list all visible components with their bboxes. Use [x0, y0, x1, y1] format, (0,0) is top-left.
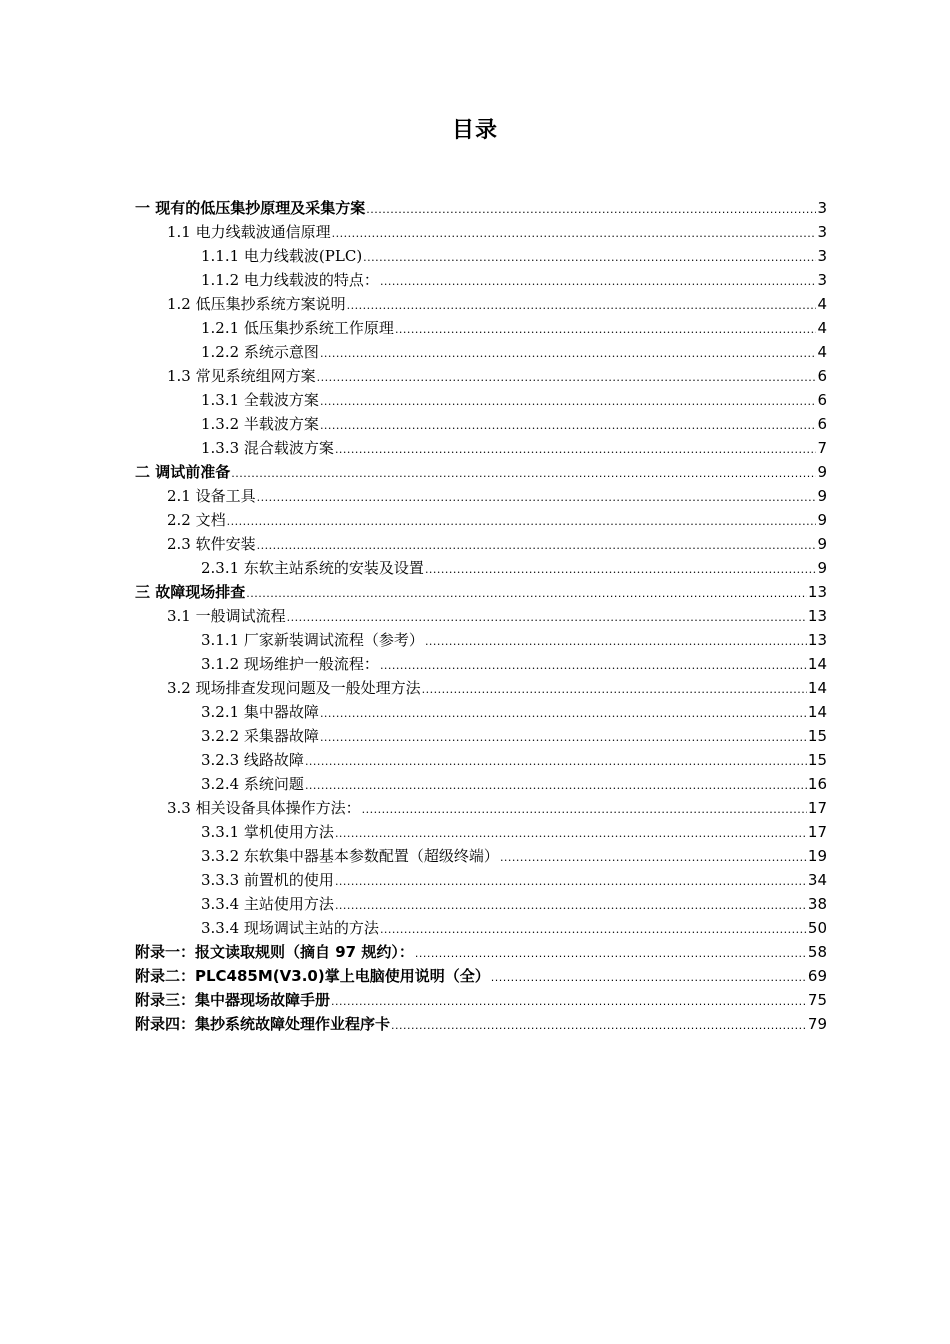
toc-entry-text: 3.2.1 集中器故障 — [201, 703, 319, 721]
toc-entry[interactable] — [135, 244, 827, 268]
toc-entry[interactable] — [135, 508, 827, 532]
toc-entry[interactable] — [135, 316, 827, 340]
toc-dot-leader — [320, 726, 807, 750]
toc-entry[interactable] — [135, 340, 827, 364]
toc-entry-text: 1.1.1 电力线载波(PLC) — [201, 247, 363, 265]
toc-dot-leader — [287, 606, 807, 630]
toc-entry[interactable] — [135, 748, 827, 772]
toc-entry-text: 1.2.1 低压集抄系统工作原理 — [201, 319, 394, 337]
toc-page-number: 9 — [817, 535, 827, 553]
toc-entry-text: 3.2.3 线路故障 — [201, 751, 304, 769]
toc-page-number: 38 — [807, 895, 827, 913]
toc-entry[interactable] — [135, 268, 827, 292]
toc-entry-text: 3.3.1 掌机使用方法 — [201, 823, 334, 841]
toc-dot-leader — [415, 942, 807, 966]
toc-dot-leader — [305, 750, 807, 774]
toc-dot-leader — [320, 414, 817, 438]
table-of-contents — [135, 196, 827, 1036]
toc-entry-text: 1.3.1 全载波方案 — [201, 391, 319, 409]
toc-page-number: 9 — [817, 511, 827, 529]
toc-entry-text: 3.3.4 主站使用方法 — [201, 895, 334, 913]
toc-page-number: 9 — [817, 559, 827, 577]
toc-page-number: 69 — [807, 967, 827, 985]
toc-entry-text: 1.3.2 半载波方案 — [201, 415, 319, 433]
toc-entry[interactable] — [135, 916, 827, 940]
toc-page-number: 13 — [807, 631, 827, 649]
toc-entry-text: 1.3.3 混合载波方案 — [201, 439, 334, 457]
toc-entry-text: 三 故障现场排查 — [135, 583, 246, 601]
toc-entry[interactable] — [135, 628, 827, 652]
toc-dot-leader — [332, 222, 817, 246]
toc-dot-leader — [227, 510, 817, 534]
toc-entry-text: 3.1.1 厂家新装调试流程（参考） — [201, 631, 424, 649]
toc-entry[interactable] — [135, 388, 827, 412]
toc-page-number: 4 — [817, 319, 827, 337]
toc-page-number: 9 — [817, 487, 827, 505]
toc-entry-text: 二 调试前准备 — [135, 463, 231, 481]
toc-entry-text: 1.1 电力线载波通信原理 — [167, 223, 331, 241]
toc-entry[interactable] — [135, 292, 827, 316]
toc-entry[interactable] — [135, 460, 827, 484]
toc-entry-text: 2.3.1 东软主站系统的安装及设置 — [201, 559, 424, 577]
toc-page-number: 9 — [817, 463, 827, 481]
toc-entry[interactable] — [135, 412, 827, 436]
toc-page-number: 50 — [807, 919, 827, 937]
toc-page-number: 3 — [817, 199, 827, 217]
toc-dot-leader — [335, 438, 817, 462]
toc-entry-text: 3.3 相关设备具体操作方法： — [167, 799, 361, 817]
toc-dot-leader — [305, 774, 807, 798]
toc-entry[interactable] — [135, 820, 827, 844]
toc-entry-text: 3.1 一般调试流程 — [167, 607, 286, 625]
toc-entry[interactable] — [135, 724, 827, 748]
toc-page-number: 14 — [807, 703, 827, 721]
toc-page-number: 15 — [807, 751, 827, 769]
toc-dot-leader — [425, 630, 807, 654]
toc-entry[interactable] — [135, 868, 827, 892]
toc-dot-leader — [422, 678, 807, 702]
toc-entry[interactable] — [135, 1012, 827, 1036]
toc-page-number: 19 — [807, 847, 827, 865]
toc-dot-leader — [491, 966, 807, 990]
page-title: 目录 — [451, 118, 498, 143]
toc-page-number: 14 — [807, 655, 827, 673]
toc-page-number: 13 — [807, 583, 827, 601]
toc-entry[interactable] — [135, 484, 827, 508]
toc-entry-text: 2.3 软件安装 — [167, 535, 256, 553]
toc-page-number: 13 — [807, 607, 827, 625]
toc-dot-leader — [335, 894, 807, 918]
toc-page-number: 15 — [807, 727, 827, 745]
toc-entry[interactable] — [135, 892, 827, 916]
toc-entry[interactable] — [135, 556, 827, 580]
toc-page-number: 3 — [817, 271, 827, 289]
toc-entry[interactable] — [135, 676, 827, 700]
toc-entry-text: 3.2 现场排查发现问题及一般处理方法 — [167, 679, 421, 697]
toc-entry-text: 附录四：集抄系统故障处理作业程序卡 — [135, 1015, 391, 1033]
toc-dot-leader — [335, 870, 807, 894]
toc-page-number: 6 — [817, 391, 827, 409]
toc-dot-leader — [380, 270, 817, 294]
toc-entry[interactable] — [135, 196, 827, 220]
toc-dot-leader — [425, 558, 817, 582]
toc-dot-leader — [320, 342, 817, 366]
toc-dot-leader — [347, 294, 817, 318]
toc-page-number: 4 — [817, 295, 827, 313]
toc-page-number: 6 — [817, 367, 827, 385]
toc-entry-text: 3.2.4 系统问题 — [201, 775, 304, 793]
toc-entry[interactable] — [135, 796, 827, 820]
toc-entry-text: 3.3.2 东软集中器基本参数配置（超级终端） — [201, 847, 499, 865]
toc-entry[interactable] — [135, 436, 827, 460]
toc-page-number: 14 — [807, 679, 827, 697]
toc-entry-text: 3.2.2 采集器故障 — [201, 727, 319, 745]
toc-entry[interactable] — [135, 604, 827, 628]
toc-page-number: 75 — [807, 991, 827, 1009]
toc-entry-text: 1.3 常见系统组网方案 — [167, 367, 316, 385]
toc-page-number: 7 — [817, 439, 827, 457]
toc-entry[interactable] — [135, 364, 827, 388]
toc-page-number: 4 — [817, 343, 827, 361]
toc-dot-leader — [246, 582, 807, 606]
toc-page-number: 16 — [807, 775, 827, 793]
toc-entry-text: 一 现有的低压集抄原理及采集方案 — [135, 199, 366, 217]
toc-dot-leader — [320, 390, 817, 414]
toc-entry-text: 附录二：PLC485M(V3.0)掌上电脑使用说明（全） — [135, 967, 490, 985]
toc-entry[interactable] — [135, 652, 827, 676]
toc-entry[interactable] — [135, 844, 827, 868]
toc-page-number: 17 — [807, 823, 827, 841]
toc-page-number: 3 — [817, 223, 827, 241]
toc-entry-text: 3.3.4 现场调试主站的方法 — [201, 919, 379, 937]
toc-dot-leader — [380, 654, 807, 678]
toc-entry[interactable] — [135, 988, 827, 1012]
toc-dot-leader — [362, 798, 807, 822]
toc-entry-text: 1.2.2 系统示意图 — [201, 343, 319, 361]
toc-dot-leader — [317, 366, 817, 390]
toc-page-number: 79 — [807, 1015, 827, 1033]
toc-entry-text: 附录三：集中器现场故障手册 — [135, 991, 331, 1009]
toc-page-number: 6 — [817, 415, 827, 433]
toc-dot-leader — [366, 198, 816, 222]
toc-page-number: 17 — [807, 799, 827, 817]
toc-dot-leader — [257, 486, 817, 510]
toc-entry[interactable] — [135, 532, 827, 556]
toc-dot-leader — [391, 1014, 807, 1038]
toc-dot-leader — [363, 246, 816, 270]
toc-entry-text: 2.2 文档 — [167, 511, 226, 529]
toc-dot-leader — [231, 462, 816, 486]
toc-dot-leader — [331, 990, 807, 1014]
toc-entry-text: 2.1 设备工具 — [167, 487, 256, 505]
toc-dot-leader — [380, 918, 807, 942]
toc-entry[interactable] — [135, 700, 827, 724]
toc-dot-leader — [335, 822, 807, 846]
toc-dot-leader — [395, 318, 817, 342]
toc-dot-leader — [320, 702, 807, 726]
toc-entry-text: 3.1.2 现场维护一般流程： — [201, 655, 379, 673]
toc-page-number: 58 — [807, 943, 827, 961]
toc-dot-leader — [257, 534, 817, 558]
toc-entry[interactable] — [135, 772, 827, 796]
toc-entry[interactable] — [135, 940, 827, 964]
toc-entry-text: 1.1.2 电力线载波的特点： — [201, 271, 379, 289]
toc-entry[interactable] — [135, 220, 827, 244]
toc-entry-text: 3.3.3 前置机的使用 — [201, 871, 334, 889]
toc-dot-leader — [500, 846, 807, 870]
toc-page-number: 3 — [817, 247, 827, 265]
toc-entry-text: 附录一：报文读取规则（摘自 97 规约）： — [135, 943, 414, 961]
toc-entry-text: 1.2 低压集抄系统方案说明 — [167, 295, 346, 313]
toc-page-number: 34 — [807, 871, 827, 889]
toc-entry[interactable] — [135, 580, 827, 604]
toc-entry[interactable] — [135, 964, 827, 988]
